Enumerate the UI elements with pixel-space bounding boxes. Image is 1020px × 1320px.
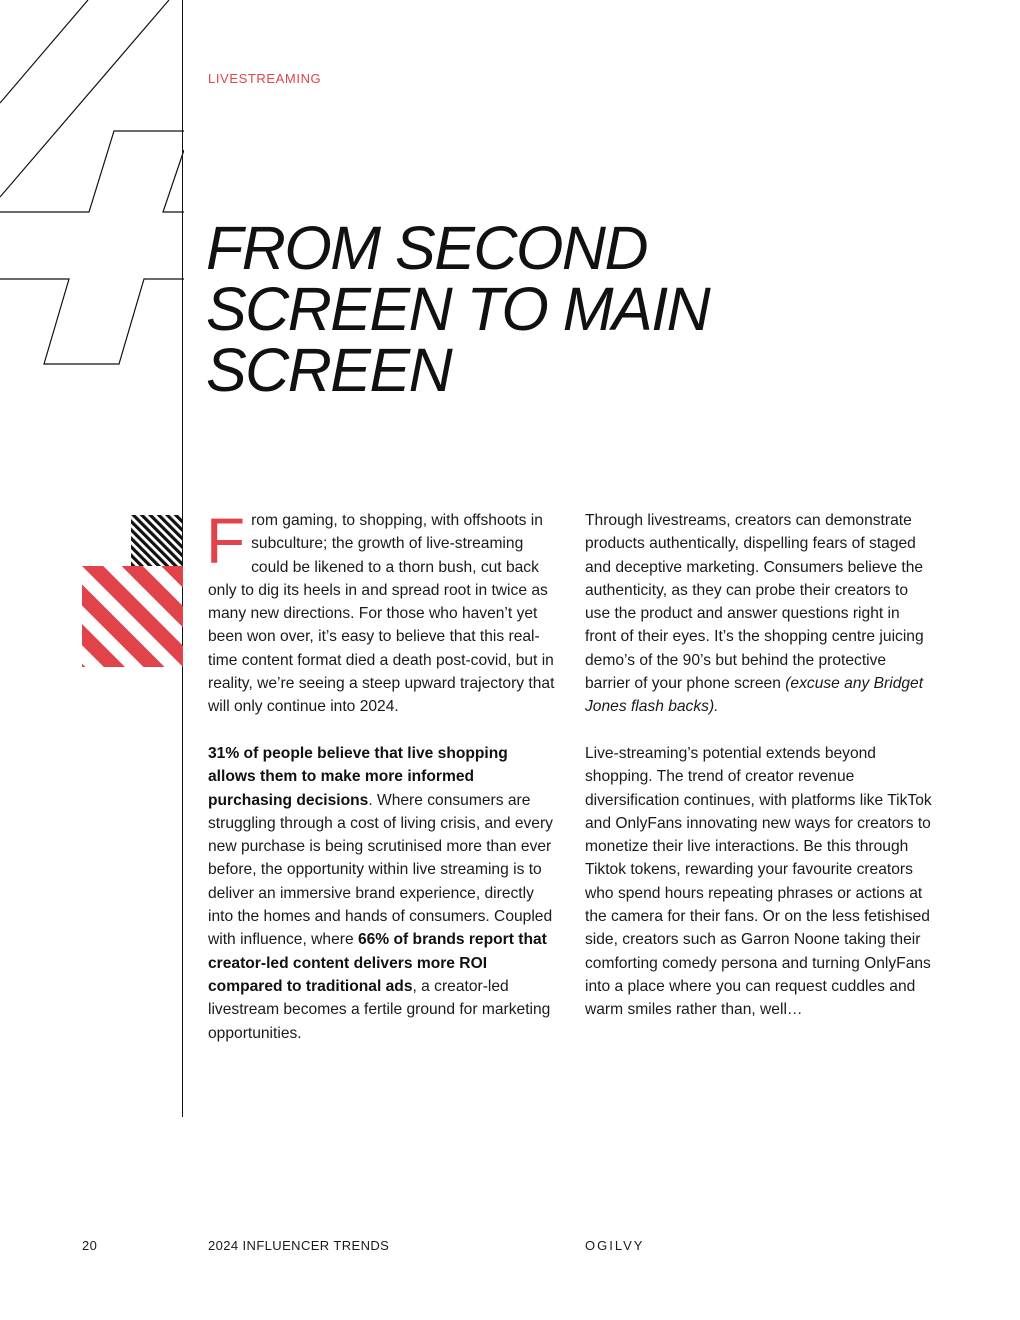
stat-highlight: 31% of people believe that live shopping allows them to make more informed purchasing decisions (208, 744, 508, 809)
body-column-right (585, 509, 935, 1045)
brand-name: OGILVY (585, 1238, 645, 1253)
black-hatch-square-icon (131, 515, 183, 566)
red-stripe-square-icon (82, 566, 183, 667)
paragraph-intro (206, 505, 558, 719)
title-line-3: SCREEN (206, 336, 452, 404)
title-line-2: SCREEN TO MAIN (206, 275, 710, 343)
paragraph-text: Through livestreams, creators can demonstrate products authentically, dispelling fears of staged and deceptive marketing. Consumers believe the authenticity, as they can probe their creators to use the product and answer questions right in front of their eyes. It’s the shopping centre juicing demo’s of the 90’s but behind the protective barrier of your phone screen (585, 512, 924, 693)
paragraph-stats (208, 742, 558, 1045)
publication-title: 2024 INFLUENCER TRENDS (208, 1238, 390, 1253)
paragraph-potential: Live-streaming’s potential extends beyond shopping. The trend of creator revenue diversification continues, with platforms like TikTok and OnlyFans innovating new ways for creators to monetize their live interactions. Be this through Tiktok tokens, rewarding your favourite creators who spend hours repeating phrases or actions at the camera for their fans. Or on the less fetishised side, creators such as Garron Noone taking their comforting comedy persona and turning OnlyFans into a place where you can request cuddles and warm smiles rather than, well… (585, 744, 932, 1019)
title-line-1: FROM SECOND (206, 214, 647, 282)
paragraph-livestreams (585, 509, 935, 719)
paragraph-text: rom gaming, to shopping, with offshoots in subculture; the growth of live-streaming could be likened to a thorn bush, cut back only to dig its heels in and spread root in twice as many new directions. For those who haven’t yet been won over, it’s easy to believe that this real-time content format died a death post-covid, but in reality, we’re seeing a steep upward trajectory that will only continue into 2024. (208, 512, 555, 716)
body-column-left (206, 505, 558, 1068)
paragraph-text: . Where consumers are struggling through a cost of living crisis, and every new purchase is being scrutinised more than ever before, the opportunity within live streaming is to deliver an immersive brand experience, directly into the homes and hands of consumers. Coupled with influence, where (208, 791, 553, 949)
page-number: 20 (82, 1238, 98, 1253)
page-title (206, 214, 846, 404)
section-label: LIVESTREAMING (208, 71, 322, 86)
dropcap: F (206, 505, 246, 577)
stat-highlight: 66% of brands report that creator-led content delivers more ROI compared to traditional ads (208, 931, 547, 995)
paragraph-text: , a creator-led livestream becomes a fertile ground for marketing opportunities. (208, 977, 551, 1042)
numeral-four-outline-graphic (0, 0, 184, 370)
italic-aside: (excuse any Bridget Jones flash backs). (585, 675, 924, 716)
